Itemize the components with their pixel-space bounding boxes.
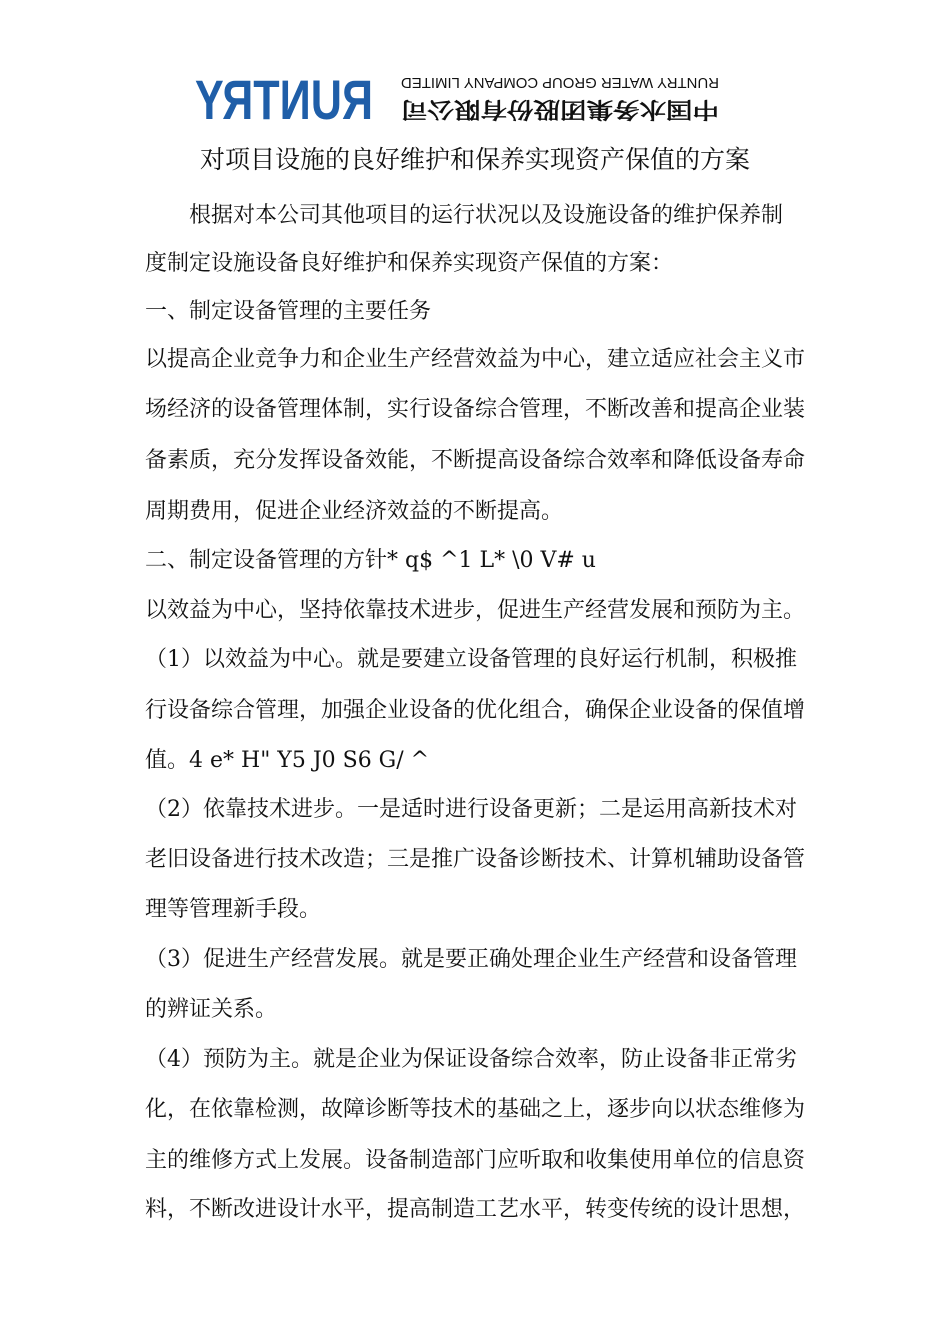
body-line: 备素质，充分发挥设备效能，不断提高设备综合效率和降低设备寿命 [145, 448, 806, 473]
company-name-logo-text [401, 74, 719, 122]
section-heading: 二、制定设备管理的方针* q$ ^1 L* \0 V# u [145, 548, 596, 573]
list-item-line: （3）促进生产经营发展。就是要正确处理企业生产经营和设备管理 [145, 947, 797, 972]
body-line: 以提高企业竞争力和企业生产经营效益为中心，建立适应社会主义市 [145, 347, 806, 372]
body-line: 度制定设施设备良好维护和保养实现资产保值的方案： [145, 251, 674, 276]
list-item-line: 理等管理新手段。 [145, 897, 322, 922]
list-item-line: 化，在依靠检测，故障诊断等技术的基础之上，逐步向以状态维修为 [145, 1097, 806, 1122]
body-line: 周期费用，促进企业经济效益的不断提高。 [145, 499, 564, 524]
list-item-line: 老旧设备进行技术改造；三是推广设备诊断技术、计算机辅助设备管 [145, 847, 806, 872]
list-item-line: 的辨证关系。 [145, 997, 278, 1022]
document-title: 对项目设施的良好维护和保养实现资产保值的方案 [199, 145, 750, 174]
svg-text:RUNTRY: RUNTRY [195, 68, 373, 131]
list-item-line: 主的维修方式上发展。设备制造部门应听取和收集使用单位的信息资 [145, 1148, 806, 1173]
svg-text:RUNTRY WATER GROUP COMPANY LIM: RUNTRY WATER GROUP COMPANY LIMITED [400, 74, 719, 91]
list-item-line: 值。4 e* H" Y5 J0 S6 G/ ^ [145, 748, 430, 773]
body-line: 场经济的设备管理体制，实行设备综合管理，不断改善和提高企业装 [145, 397, 806, 422]
section-heading: 一、制定设备管理的主要任务 [145, 299, 432, 324]
company-logo [195, 68, 720, 131]
list-item-line: （4）预防为主。就是企业为保证设备综合效率，防止设备非正常劣 [145, 1047, 797, 1072]
body-line: 以效益为中心，坚持依靠技术进步，促进生产经营发展和预防为主。 [145, 598, 806, 623]
list-item-line: 行设备综合管理，加强企业设备的优化组合，确保企业设备的保值增 [145, 698, 806, 723]
list-item-line: 料，不断改进设计水平，提高制造工艺水平，转变传统的设计思想， [145, 1197, 806, 1222]
body-line: 根据对本公司其他项目的运行状况以及设施设备的维护保养制 [145, 203, 784, 228]
runtry-logo-mark [195, 68, 373, 131]
svg-text:中国水务集团股份有限公司: 中国水务集团股份有限公司 [454, 96, 719, 121]
list-item-line: （2）依靠技术进步。一是适时进行设备更新；二是运用高新技术对 [145, 797, 797, 822]
list-item-line: （1）以效益为中心。就是要建立设备管理的良好运行机制，积极推 [145, 647, 797, 672]
